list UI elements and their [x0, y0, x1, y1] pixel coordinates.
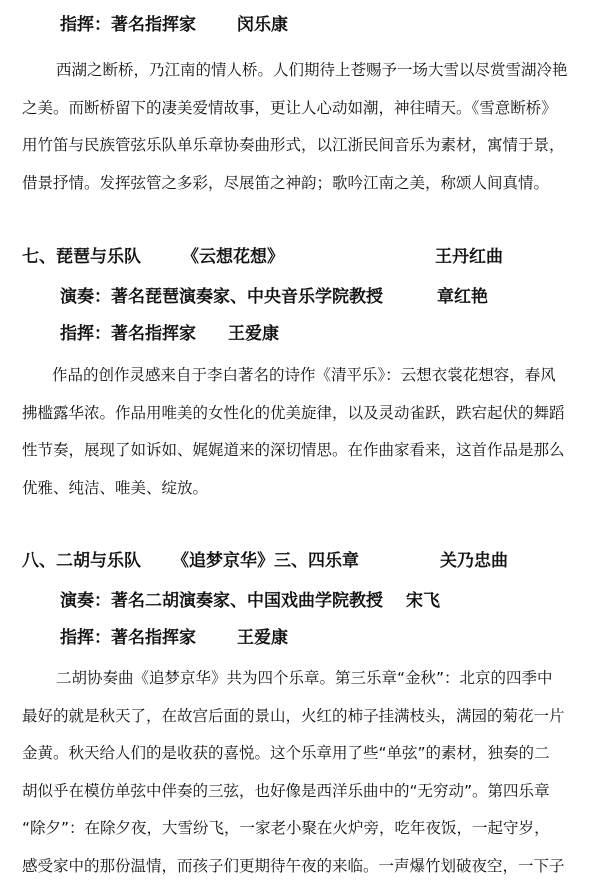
- sec8-performer-name: 宋飞: [406, 591, 440, 611]
- sec8-body-line-6: 感受家中的那份温情，而孩子们更期待午夜的来临。一声爆竹划破夜空，一下子: [22, 857, 565, 875]
- sec8-heading: 八、二胡与乐队: [22, 551, 141, 571]
- sec7-conductor-name: 王爱康: [228, 324, 279, 344]
- sec8-performer-role: 演奏：著名二胡演奏家、中国戏曲学院教授: [60, 591, 383, 611]
- sec7-work-title: 《云想花想》: [182, 247, 284, 267]
- sec8-body-line-1: 二胡协奏曲《追梦京华》共为四个乐章。第三乐章“金秋”：北京的四季中: [56, 669, 553, 687]
- sec7-conductor-role: 指挥：著名指挥家: [60, 324, 196, 344]
- sec8-work-title: 《追梦京华》三、四乐章: [172, 551, 359, 571]
- sec6-body-line-1: 西湖之断桥，乃江南的情人桥。人们期待上苍赐予一场大雪以尽赏雪湖冷艳: [56, 61, 568, 79]
- sec8-body-line-4: 胡似乎在模仿单弦中伴奏的三弦，也好像是西洋乐曲中的“无穷动”。第四乐章: [22, 782, 550, 800]
- sec6-conductor-role: 指挥：著名指挥家: [60, 15, 196, 35]
- sec8-body-line-3: 金黄。秋天给人们的是收获的喜悦。这个乐章用了些“单弦”的素材，独奏的二: [22, 744, 550, 762]
- sec7-composer: 王丹红曲: [435, 247, 503, 267]
- sec7-performer-name: 章红艳: [437, 287, 488, 307]
- sec7-body-line-4: 优雅、纯洁、唯美、绽放。: [22, 479, 209, 497]
- sec6-body-line-2: 之美。而断桥留下的凄美爱情故事，更让人心动如潮，神往晴天。《雪意断桥》: [22, 99, 557, 117]
- sec8-body-line-5: “除夕”：在除夕夜，大雪纷飞，一家老小聚在火炉旁，吃年夜饭，一起守岁，: [22, 819, 550, 837]
- sec8-conductor-role: 指挥：著名指挥家: [60, 628, 196, 648]
- sec7-body-line-3: 性节奏，展现了如诉如、娓娓道来的深切情思。在作曲家看来，这首作品是那么: [22, 441, 565, 459]
- sec7-heading: 七、琵琶与乐队: [22, 247, 141, 267]
- sec7-body-line-2: 拂槛露华浓。作品用唯美的女性化的优美旋律，以及灵动雀跃，跌宕起伏的舞蹈: [22, 404, 565, 422]
- sec6-body-line-3: 用竹笛与民族管弦乐队单乐章协奏曲形式，以江浙民间音乐为素材，寓情于景，: [22, 136, 565, 154]
- sec6-body-line-4: 借景抒情。发挥弦管之多彩，尽展笛之神韵；歌吟江南之美，称颂人间真情。: [22, 174, 550, 192]
- sec8-conductor-name: 王爱康: [237, 628, 288, 648]
- sec7-body-line-1: 作品的创作灵感来自于李白著名的诗作《清平乐》：云想衣裳花想容，春风: [52, 366, 556, 384]
- sec7-performer-role: 演奏：著名琵琶演奏家、中央音乐学院教授: [60, 287, 383, 307]
- sec8-body-line-2: 最好的就是秋天了，在故宫后面的景山，火红的柿子挂满枝头，满园的菊花一片: [22, 707, 565, 725]
- sec6-conductor-name: 闵乐康: [237, 15, 288, 35]
- sec8-composer: 关乃忠曲: [440, 551, 508, 571]
